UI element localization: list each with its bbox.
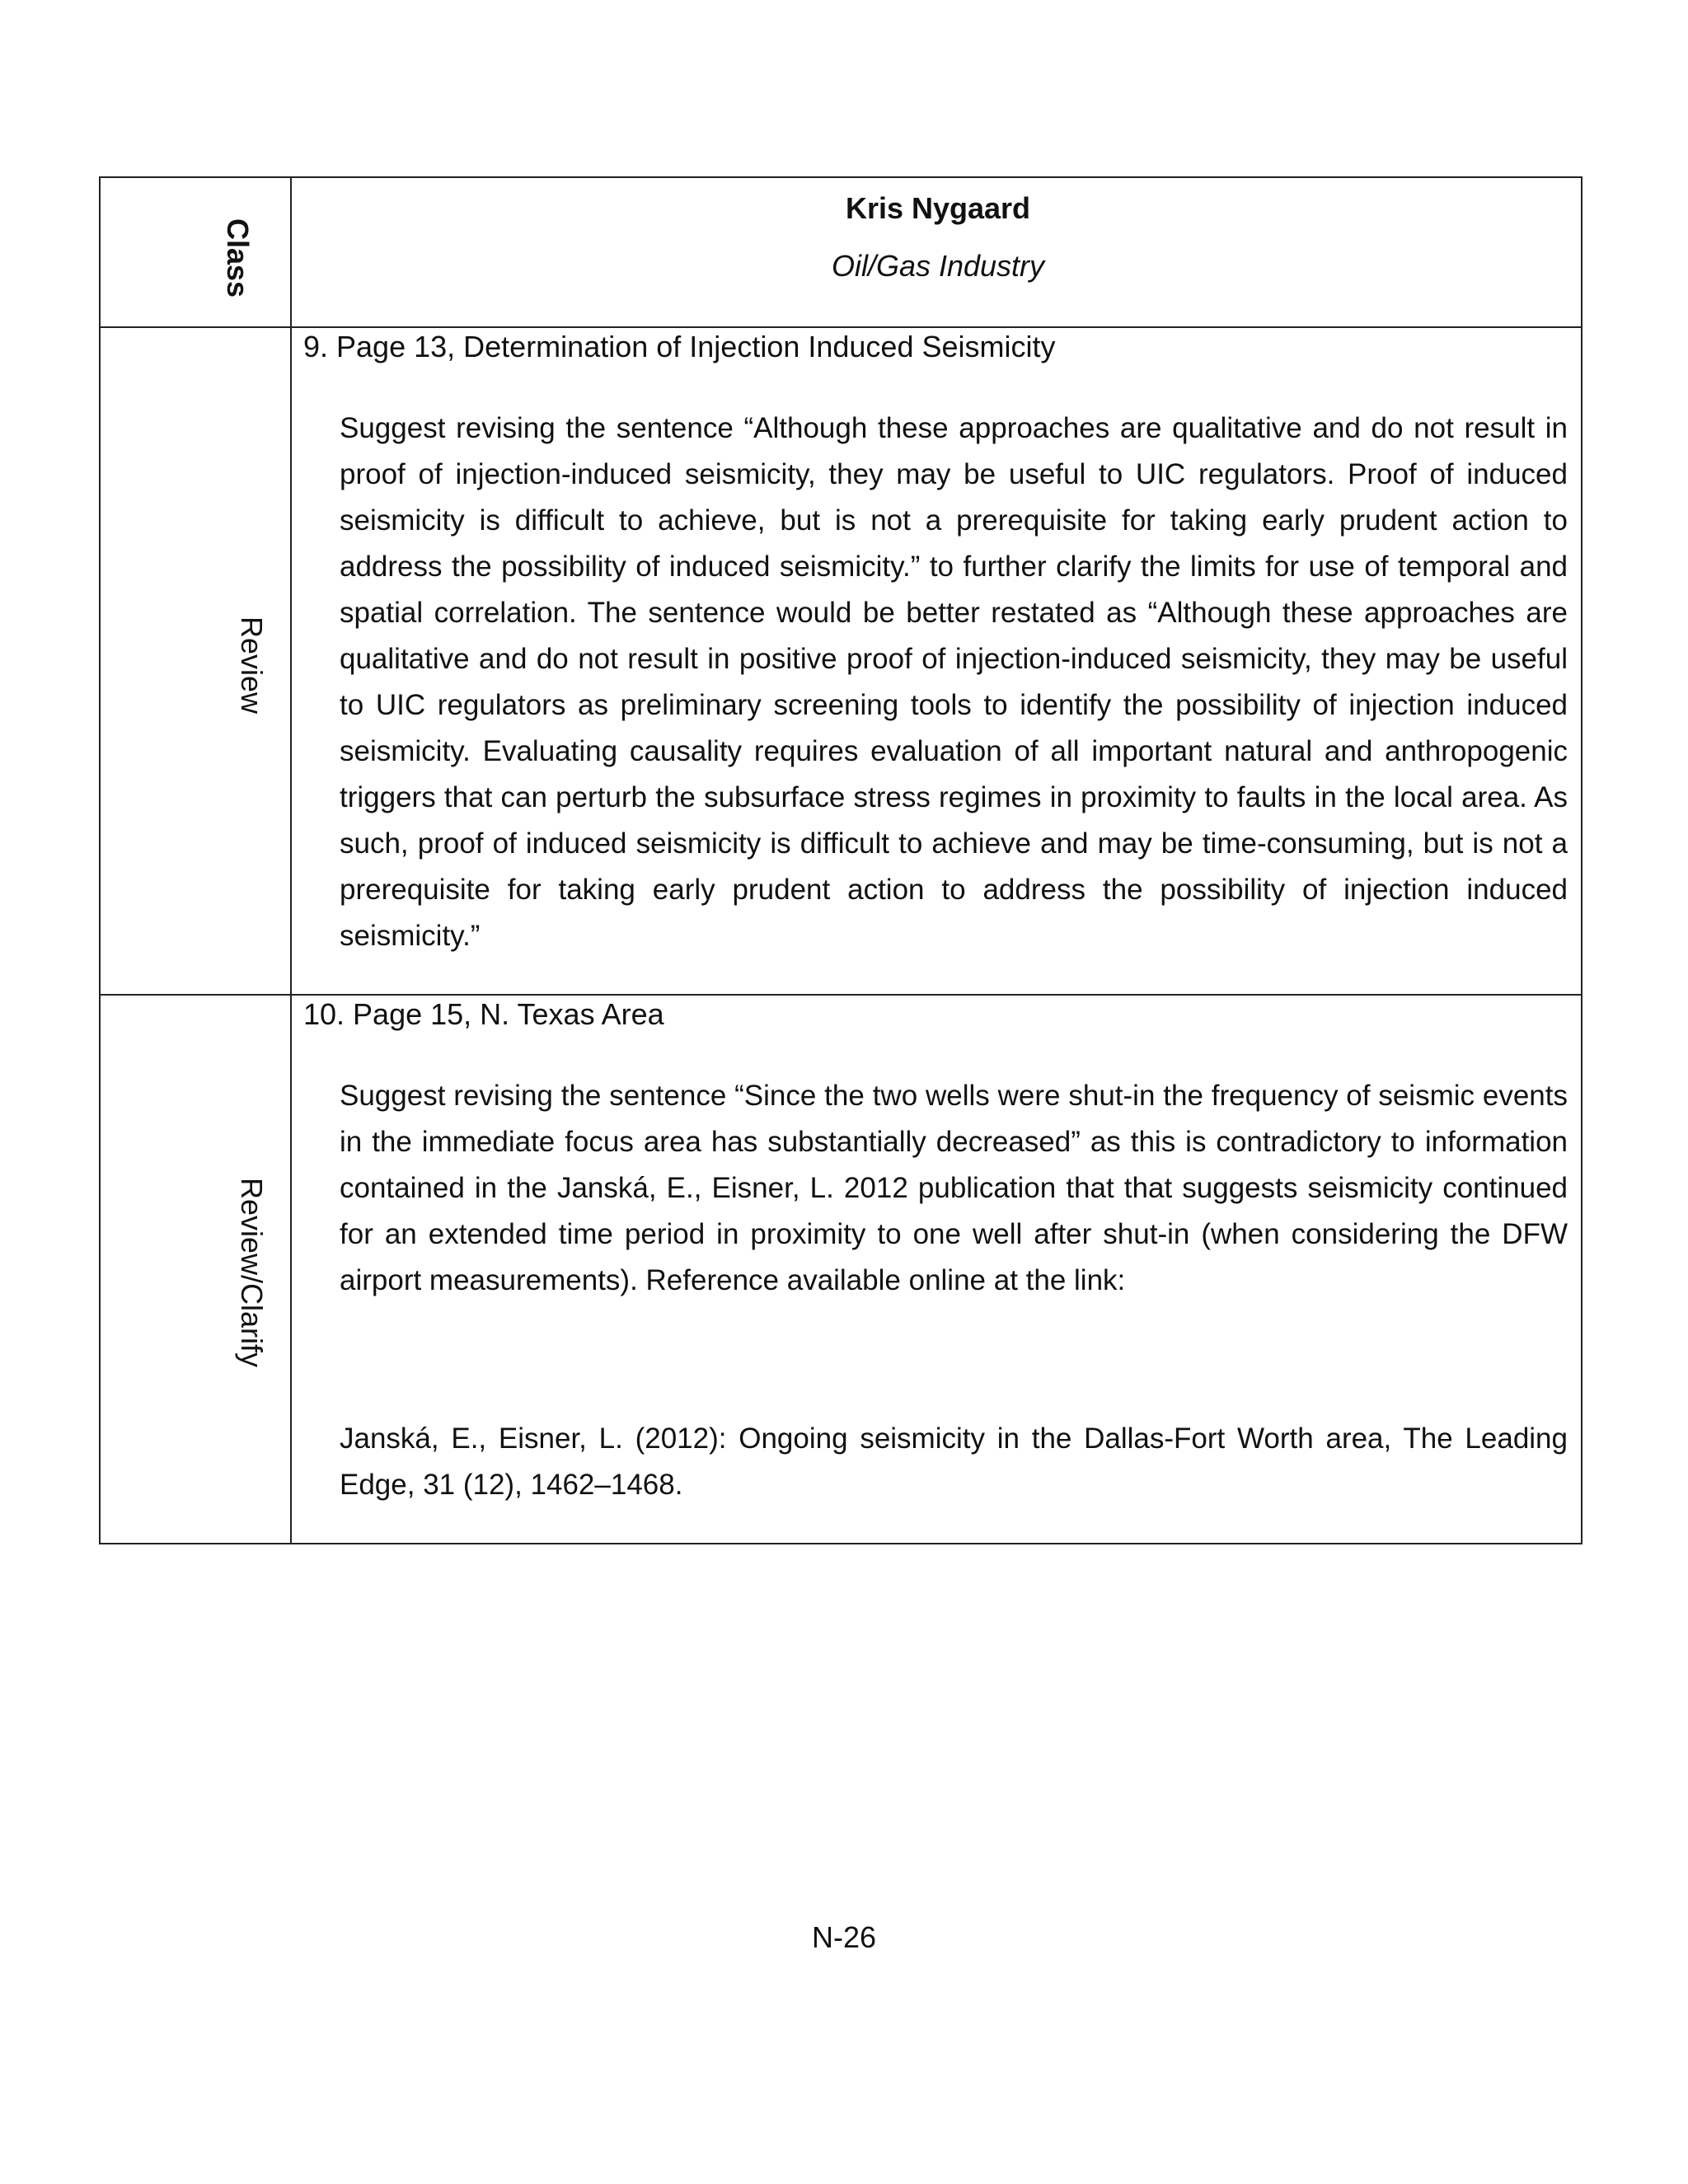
table-border-right (1581, 176, 1582, 1544)
reference-citation: Janská, E., Eisner, L. (2012): Ongoing seismicity in the Dallas-Fort Worth area, The Leading Edge, 31 (12), 1462–1468. (340, 1422, 1568, 1501)
table-column-divider (290, 176, 292, 1544)
table-border-top (99, 176, 1582, 178)
table-divider-header (99, 326, 1582, 328)
comment-title: 9. Page 13, Determination of Injection Induced Seismicity (303, 330, 1056, 363)
comment-body: Suggest revising the sentence “Although these approaches are qualitative and do not result in proof of injection-induced seismicity, they may be useful to UIC regulators. Proof of induced seismicity is difficult to achieve, but is not a prerequisite for taking early prudent action to address the possibility of induced seismicity.” to further clarify the limits for use of temporal and spatial correlation. The sentence would be better restated as “Although these approaches are qualitative and do not result in positive proof of injection-induced seismicity, they may be useful to UIC regulators as preliminary screening tools to identify the possibility of injection induced seismicity. Evaluating causality requires evaluation of all important natural and anthropogenic triggers that can perturb the subsurface stress regimes in proximity to faults in the local area. As such, proof of induced seismicity is difficult to achieve and may be time-consuming, but is not a prerequisite for taking early prudent action to address the possibility of injection induced seismicity.” (340, 412, 1568, 952)
comment-class-label: Review/Clarify (235, 1177, 269, 1368)
page-number: N-26 (811, 1920, 877, 1954)
class-column-header: Class (221, 218, 255, 298)
table-border-left (99, 176, 101, 1544)
commenter-name: Kris Nygaard (845, 191, 1031, 225)
commenter-affiliation: Oil/Gas Industry (831, 249, 1045, 283)
table-border-bottom (99, 1543, 1582, 1544)
comment-title: 10. Page 15, N. Texas Area (303, 997, 664, 1031)
table-divider-row (99, 994, 1582, 996)
comment-body: Suggest revising the sentence “Since the two wells were shut-in the frequency of seismic events in the immediate focus area has substantially decreased” as this is contradictory to information contained in the Janská, E., Eisner, L. 2012 publication that that suggests seismicity continued for an extended time period in proximity to one well after shut-in (when considering the DFW airport measurements). Reference available online at the link: (340, 1080, 1568, 1296)
comment-class-label: Review (235, 616, 269, 715)
